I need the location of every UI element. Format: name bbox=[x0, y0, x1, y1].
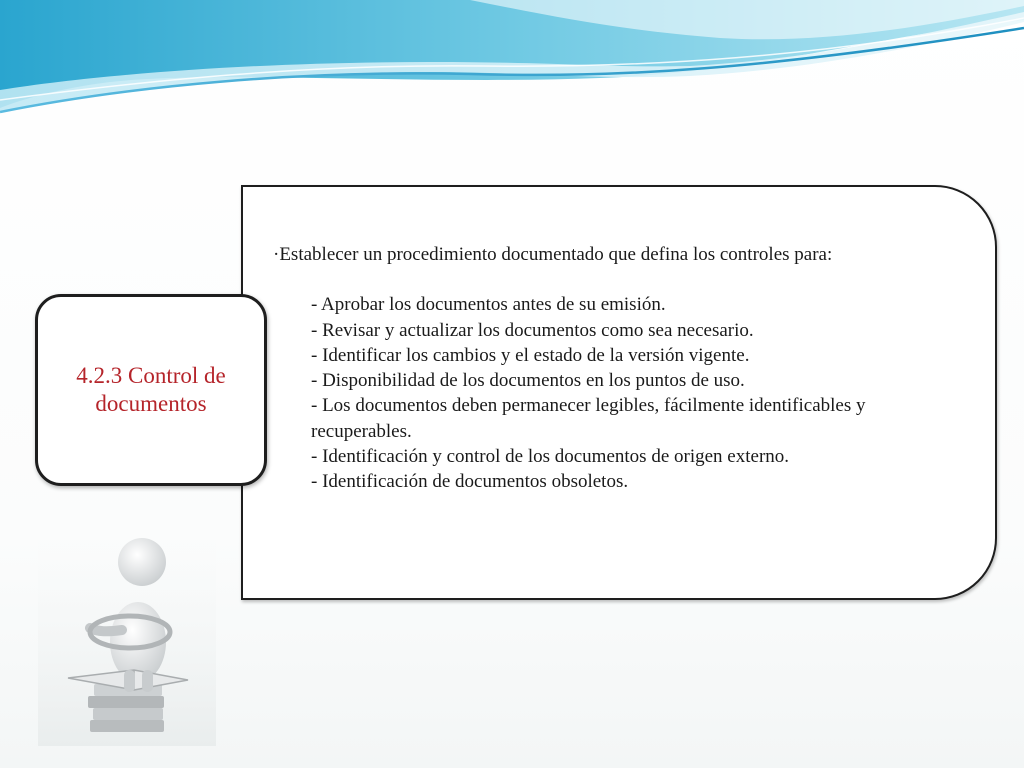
section-title: 4.2.3 Control de documentos bbox=[76, 363, 226, 416]
list-item: - Identificar los cambios y el estado de la versión vigente. bbox=[311, 344, 750, 366]
section-title-box bbox=[35, 294, 267, 486]
control-list bbox=[273, 292, 963, 494]
list-item: - Aprobar los documentos antes de su emisión. bbox=[311, 294, 666, 316]
intro-text: ·Establecer un procedimiento documentado que defina los controles para: bbox=[273, 244, 833, 265]
list-item: - Identificación de documentos obsoletos. bbox=[311, 471, 629, 493]
list-item: - Disponibilidad de los documentos en los puntos de uso. bbox=[311, 370, 745, 392]
list-item: - Revisar y actualizar los documentos como sea necesario. bbox=[311, 319, 754, 341]
content-text bbox=[273, 242, 963, 495]
header-wave-banner bbox=[0, 0, 1024, 125]
list-item: - Identificación y control de los documentos de origen externo. bbox=[311, 446, 790, 468]
list-item: - Los documentos deben permanecer legibles, fácilmente identificables y recuperables. bbox=[311, 395, 866, 442]
figure-with-magnifier-and-books-icon bbox=[38, 520, 216, 746]
